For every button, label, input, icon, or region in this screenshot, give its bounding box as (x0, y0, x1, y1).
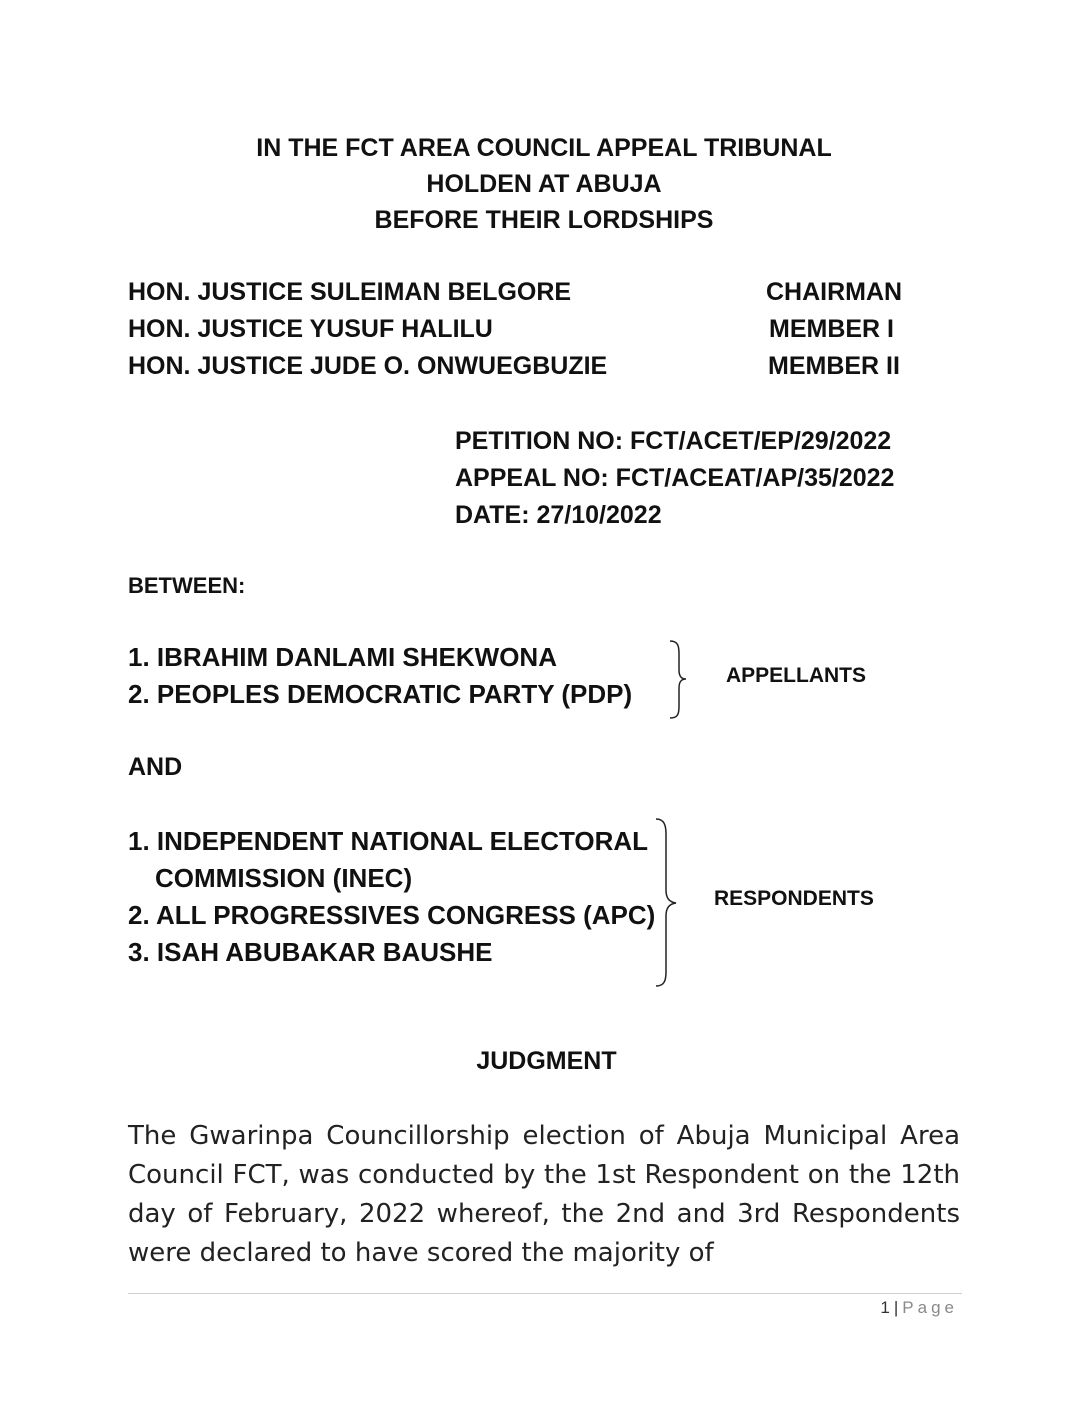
judgment-date: DATE: 27/10/2022 (455, 501, 662, 529)
bench-row-chairman (128, 278, 918, 315)
and-label: AND (128, 753, 183, 781)
appellant-2: 2. PEOPLES DEMOCRATIC PARTY (PDP) (128, 679, 633, 709)
heading-line-1: IN THE FCT AREA COUNCIL APPEAL TRIBUNAL (256, 134, 832, 162)
justice-role: MEMBER I (769, 315, 894, 343)
petition-number: PETITION NO: FCT/ACET/EP/29/2022 (455, 427, 892, 455)
appellants-label: APPELLANTS (726, 664, 867, 687)
justice-role: CHAIRMAN (766, 278, 903, 306)
case-details (455, 427, 894, 538)
respondents-brace-icon (654, 818, 682, 988)
footer-separator: | (893, 1298, 899, 1317)
justice-name: HON. JUSTICE YUSUF HALILU (128, 315, 493, 343)
judgment-title: JUDGMENT (476, 1047, 617, 1075)
respondent-1-continued: COMMISSION (INEC) (155, 863, 413, 893)
justice-role: MEMBER II (768, 352, 900, 380)
page-label: Page (902, 1298, 958, 1317)
respondent-2: 2. ALL PROGRESSIVES CONGRESS (APC) (128, 900, 656, 930)
judgment-body-paragraph: The Gwarinpa Councillorship election of Abuja Municipal Area Council FCT, was conducted by the 1st Respondent on the 12th day of February, 2022 whereof, the 2nd and 3rd Respondents were declared to have scored the majority of (128, 1121, 960, 1268)
respondents-label: RESPONDENTS (714, 887, 874, 910)
page-number: 1 (880, 1298, 890, 1317)
appellants-brace-icon (668, 640, 692, 720)
bench-row-member-1 (128, 315, 918, 352)
footer-divider (128, 1293, 962, 1294)
tribunal-heading (0, 130, 1088, 238)
justice-name: HON. JUSTICE SULEIMAN BELGORE (128, 278, 572, 306)
heading-line-2: HOLDEN AT ABUJA (426, 170, 662, 198)
justice-name: HON. JUSTICE JUDE O. ONWUEGBUZIE (128, 352, 608, 380)
heading-line-3: BEFORE THEIR LORDSHIPS (374, 206, 714, 234)
between-label: BETWEEN: (128, 573, 246, 598)
appeal-number: APPEAL NO: FCT/ACEAT/AP/35/2022 (455, 464, 895, 492)
respondent-1: 1. INDEPENDENT NATIONAL ELECTORAL (128, 826, 649, 856)
appellant-1: 1. IBRAHIM DANLAMI SHEKWONA (128, 642, 557, 672)
respondent-3: 3. ISAH ABUBAKAR BAUSHE (128, 937, 493, 967)
bench-row-member-2 (128, 352, 918, 389)
page-footer (880, 1298, 958, 1318)
